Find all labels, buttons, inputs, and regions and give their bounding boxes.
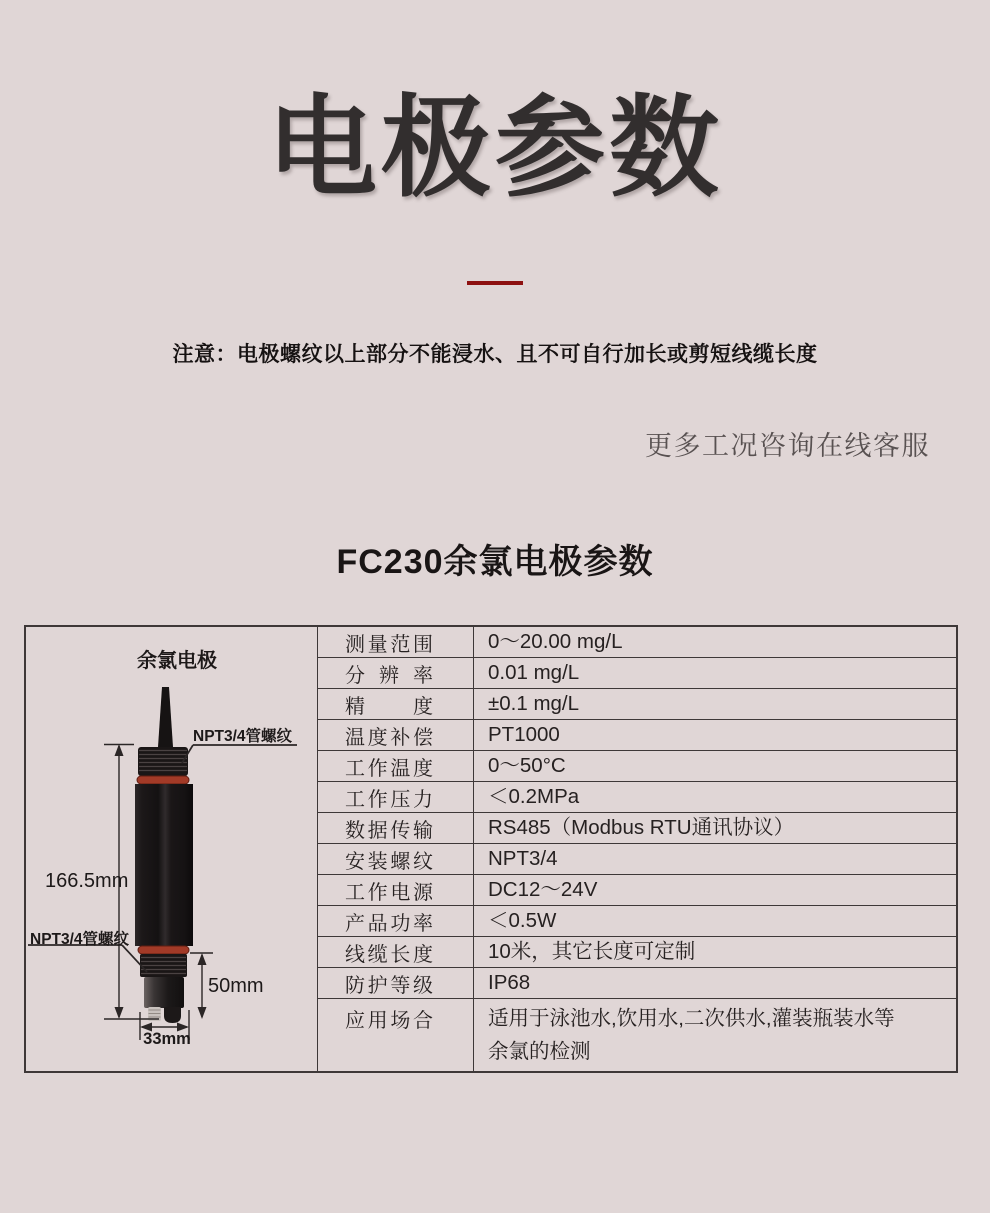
spec-label-cell [318,999,474,1071]
spec-label: 安装螺纹 [345,850,433,873]
spec-row [318,999,956,1071]
spec-label-cell [318,627,474,657]
spec-label-cell [318,813,474,843]
customer-service-link[interactable]: 更多工况咨询在线客服 [645,431,930,461]
upper-thread [138,747,188,776]
upper-o-ring [137,776,189,784]
spec-value: 0.01 mg/L [488,661,580,684]
spec-row [318,627,956,658]
spec-value-cell [474,689,956,719]
spec-value-cell [474,813,956,843]
electrode-cable [158,687,173,747]
electrode-body-graphic [135,687,193,1023]
spec-label-cell [318,906,474,936]
dimension-lower-length: 50mm [208,975,264,997]
lower-thread [140,954,187,977]
section-title: FC230余氯电极参数 [336,543,654,581]
spec-value: ±0.1 mg/L [488,692,580,715]
spec-value: DC12～24V [488,878,598,901]
spec-value-cell [474,720,956,750]
spec-value-cell [474,627,956,657]
spec-value: NPT3/4 [488,847,558,870]
spec-value: 10米，其它长度可定制 [488,940,696,963]
sensor-tip-right [164,1007,181,1023]
lower-o-ring [138,946,189,954]
spec-row [318,844,956,875]
spec-row [318,875,956,906]
spec-row [318,937,956,968]
spec-label-cell [318,875,474,905]
spec-value-cell [474,751,956,781]
spec-row [318,813,956,844]
spec-value: 0～20.00 mg/L [488,630,623,653]
spec-label-cell [318,782,474,812]
spec-label: 工作压力 [345,788,433,811]
spec-label: 分辨率 [345,664,433,687]
spec-value-cell [474,937,956,967]
sensor-collar [144,977,184,1008]
spec-value: ＜0.5W [488,909,557,932]
spec-value: 0～50°C [488,754,566,777]
red-divider [467,281,523,285]
warning-text: 注意：电极螺纹以上部分不能浸水、且不可自行加长或剪短线缆长度 [172,343,818,366]
spec-value-cell [474,906,956,936]
spec-value-cell [474,658,956,688]
spec-value-cell [474,875,956,905]
spec-row [318,658,956,689]
thread-label-top: NPT3/4管螺纹 [193,728,293,745]
electrode-diagram [26,627,317,1071]
spec-label-cell [318,751,474,781]
spec-value: 适用于泳池水,饮用水,二次供水,灌装瓶装水等余氯的检测 [488,1007,895,1063]
thread-label-bottom: NPT3/4管螺纹 [30,931,130,948]
spec-label: 产品功率 [345,912,433,935]
spec-row [318,968,956,999]
spec-label-cell [318,968,474,998]
spec-row [318,751,956,782]
spec-label: 数据传输 [345,819,433,842]
spec-label-cell [318,689,474,719]
hex-body [135,784,193,946]
spec-label: 防护等级 [345,974,433,997]
spec-label-cell [318,937,474,967]
spec-value-cell [474,999,956,1071]
spec-label: 工作温度 [345,757,433,780]
spec-value-cell [474,844,956,874]
spec-label-cell [318,658,474,688]
page-title: 电极参数 [267,87,723,210]
spec-value-cell [474,968,956,998]
diagram-product-label: 余氯电极 [137,650,217,672]
spec-value: ＜0.2MPa [488,785,580,808]
spec-label-cell [318,720,474,750]
spec-value: IP68 [488,971,531,994]
spec-rows [318,627,956,1071]
spec-label: 应用场合 [345,1010,433,1032]
spec-value: PT1000 [488,723,560,746]
spec-label: 线缆长度 [345,943,433,966]
spec-row [318,689,956,720]
spec-row [318,720,956,751]
dimension-total-length: 166.5mm [45,870,129,892]
dimension-diameter: 33mm [143,1030,191,1048]
spec-table [24,625,958,1073]
spec-value-cell [474,782,956,812]
spec-label: 测量范围 [345,633,433,656]
spec-label: 温度补偿 [345,726,433,749]
spec-value: RS485（Modbus RTU通讯协议） [488,816,795,839]
spec-row [318,782,956,813]
spec-label-cell [318,844,474,874]
spec-label: 工作电源 [345,881,433,904]
electrode-diagram-cell [26,627,318,1071]
spec-label: 精度 [345,695,433,718]
spec-row [318,906,956,937]
